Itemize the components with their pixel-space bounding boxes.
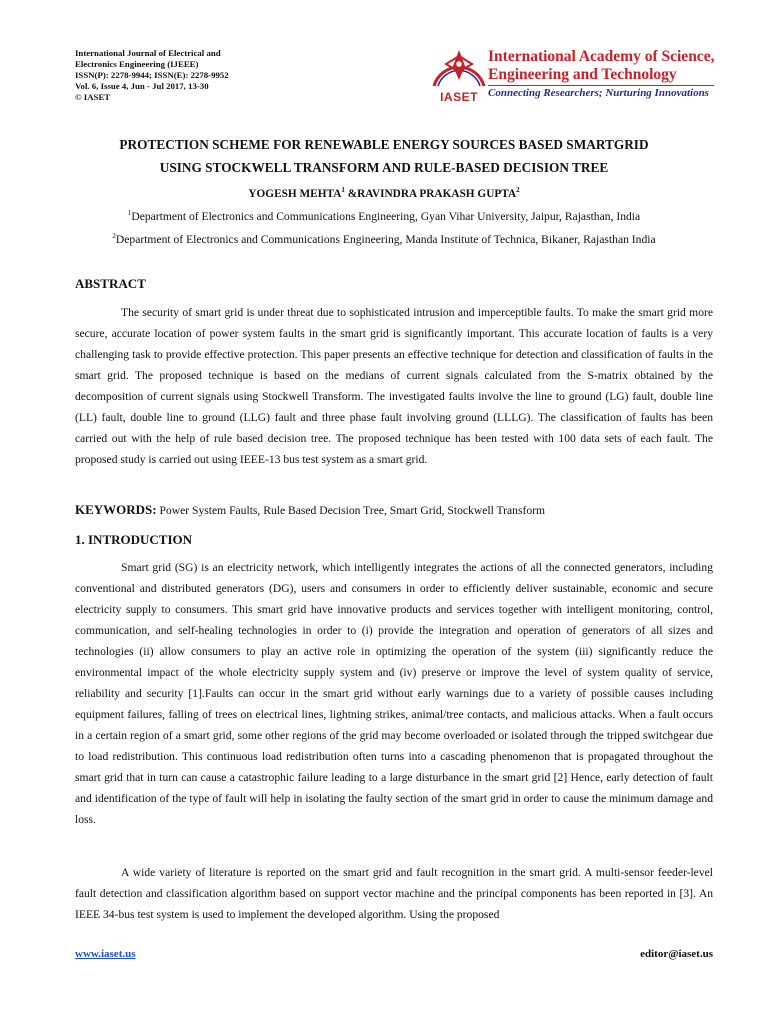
- abstract-heading: ABSTRACT: [75, 276, 146, 291]
- affiliation-2-marker: 2: [112, 232, 116, 241]
- introduction-para-1-body: Smart grid (SG) is an electricity network, which intelligently integrates the actions of all the connected generators, including conventional and distributed generators (DG), users and consumers in order to efficiently deliver sustainable, economic and secure electricity supply to consumers. This smart grid have innovative products and services together with intelligent monitoring, control, communication, and self-healing technologies in order to (i) provide the integration and operation of generators of all sizes and technologies (ii) allow consumers to play an active role in optimizing the operation of the system (iii) significantly reduce the environmental impact of the whole electricity supply system and (iv) preserve or improve the level of system quality of service, reliability and security [1].Faults can occur in the smart grid without early warnings due to a variety of possible causes including equipment failures, falling of trees on electrical lines, lightning strikes, animal/tree contacts, and malicious attacks. When a fault occurs in a certain region of a smart grid, some other regions of the grid may become overloaded or isolated through the tripped switchgear due to load redistribution. This continuous load redistribution often turns into a cascading phenomenon that is propagated throughout the smart grid that in turn can cause a catastrophic failure leading to a large disturbance in the smart grid [2] Hence, early detection of fault and identification of the type of fault will help in isolating the faulty section of the smart grid in order to cause the minimum damage and loss.: [75, 561, 713, 826]
- abstract-body: The security of smart grid is under threat due to sophisticated intrusion and imperceptible faults. To make the smart grid more secure, accurate location of power system faults in the smart grid is significantly important. This accurate location of faults is a very challenging task to provide effective protection. This paper presents an effective technique for detection and classification of faults in the smart grid. The proposed technique is based on the medians of current signals calculated from the S-matrix obtained by the decomposition of current signals using Stockwell Transform. The investigated faults involve the line to ground (LG) fault, double line (LL) fault, double line to ground (LLG) fault and three phase fault involving ground (LLLG). The classification of faults has been carried out with the help of rule based decision tree. The proposed technique has been tested with 100 data sets of each fault. The proposed study is carried out using IEEE-13 bus test system as a smart grid.: [75, 306, 713, 466]
- title-line2: USING STOCKWELL TRANSFORM AND RULE-BASED DECISION TREE: [159, 160, 609, 175]
- introduction-para-2-body: A wide variety of literature is reported on the smart grid and fault recognition in the smart grid. A multi-sensor feeder-level fault detection and classification algorithm based on support vector machine and the principal components has been reported in [3]. An IEEE 34-bus test system is used to implement the developed algorithm. Using the proposed: [75, 866, 713, 921]
- iaset-logo-text: IASET: [440, 90, 478, 104]
- abstract-text: [75, 302, 713, 470]
- brand-line2: Engineering and Technology: [488, 66, 677, 83]
- iaset-brand: [488, 48, 714, 100]
- affiliation-1-marker: 1: [127, 209, 132, 218]
- author-1: YOGESH MEHTA: [248, 188, 342, 200]
- journal-info: [75, 48, 229, 103]
- journal-copyright: © IASET: [75, 92, 111, 102]
- affiliation-2-text: Department of Electronics and Communications Engineering, Manda Institute of Technica, Bikaner, Rajasthan India: [115, 233, 656, 246]
- affiliation-2: [40, 233, 728, 246]
- author-2-affil: 2: [516, 186, 520, 195]
- brand-line1: International Academy of Science,: [488, 48, 715, 65]
- iaset-logo: [428, 44, 718, 106]
- brand-divider: [488, 85, 714, 86]
- author-2: &RAVINDRA PRAKASH GUPTA: [344, 188, 517, 200]
- keywords-text: Power System Faults, Rule Based Decision Tree, Smart Grid, Stockwell Transform: [156, 504, 546, 517]
- journal-name-line2: Electronics Engineering (IJEEE): [75, 59, 199, 69]
- keywords-label: KEYWORDS:: [75, 502, 157, 517]
- journal-issn: ISSN(P): 2278-9944; ISSN(E): 2278-9952: [75, 70, 229, 80]
- introduction-para-1: [75, 557, 713, 830]
- journal-name-line1: International Journal of Electrical and: [75, 48, 221, 58]
- keywords: [75, 502, 545, 518]
- website-link[interactable]: www.iaset.us: [75, 948, 136, 960]
- author-1-affil: 1: [341, 186, 345, 195]
- iaset-emblem-icon: [428, 44, 490, 92]
- paper-authors: [40, 188, 728, 200]
- introduction-para-2: [75, 862, 713, 925]
- editor-email: editor@iaset.us: [640, 948, 713, 960]
- introduction-heading: 1. INTRODUCTION: [75, 532, 193, 547]
- brand-tagline: Connecting Researchers; Nurturing Innovations: [488, 87, 709, 99]
- affiliation-1-text: Department of Electronics and Communications Engineering, Gyan Vihar University, Jaipur, Rajasthan, India: [131, 210, 641, 223]
- journal-volume: Vol. 6, Issue 4, Jun - Jul 2017, 13-30: [75, 81, 209, 91]
- title-line1: PROTECTION SCHEME FOR RENEWABLE ENERGY SOURCES BASED SMARTGRID: [119, 137, 649, 152]
- affiliation-1: [40, 210, 728, 223]
- paper-title: [40, 133, 728, 179]
